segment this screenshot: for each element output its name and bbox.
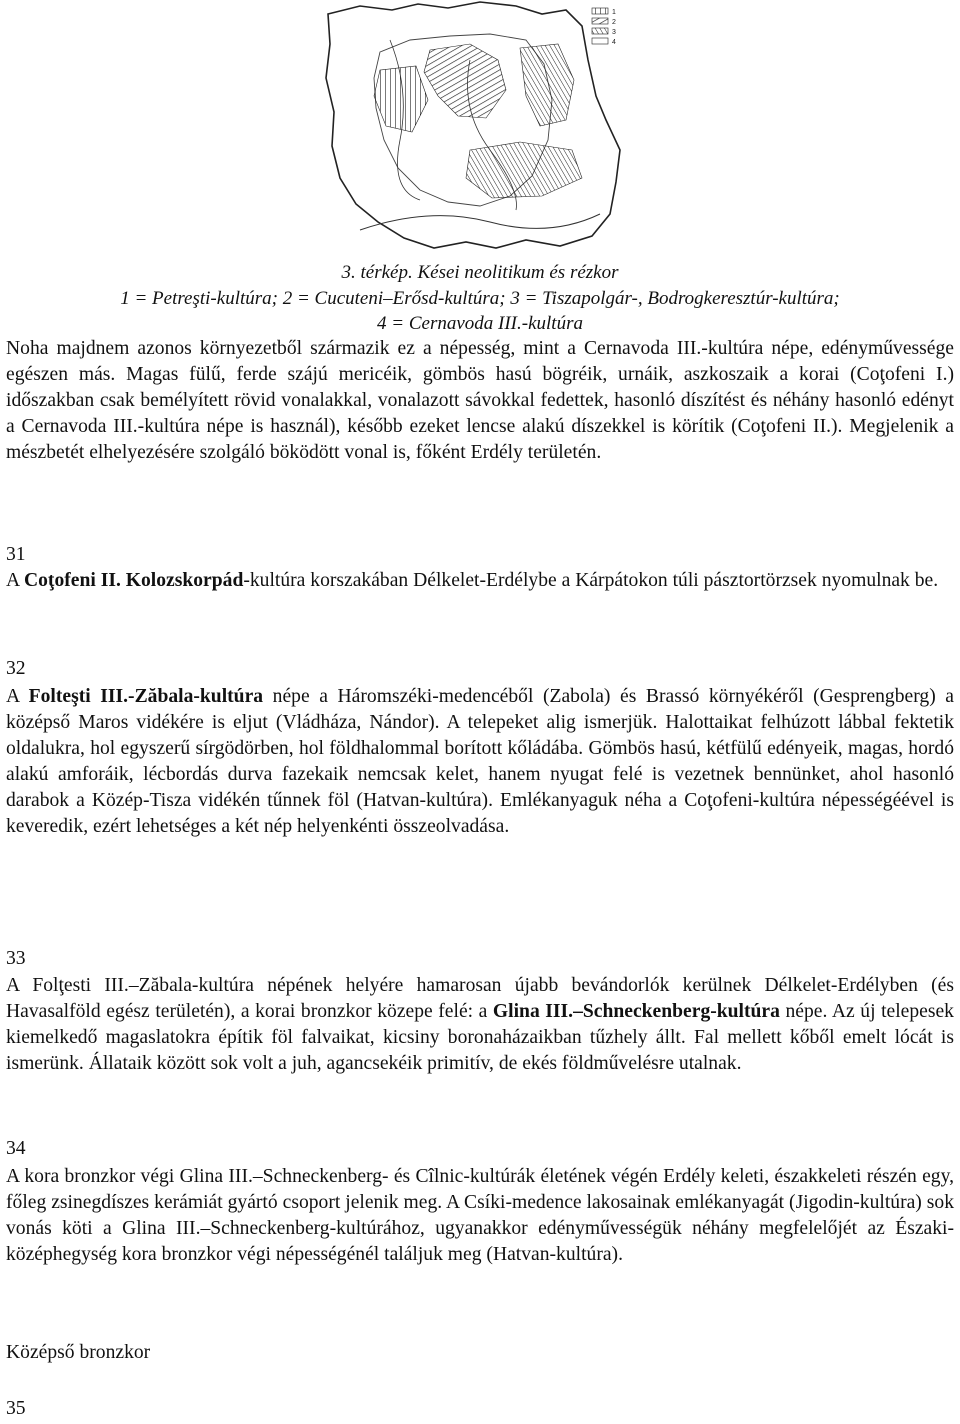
map-caption-title: 3. térkép. Kései neolitikum és rézkor	[341, 262, 619, 283]
section-number-34: 34	[6, 1138, 26, 1159]
section-heading: Középső bronzkor	[6, 1342, 151, 1363]
section-number-35: 35	[6, 1398, 26, 1419]
paragraph-cotofeni: Noha majdnem azonos környezetből származik ez a népesség, mint a Cernavoda III.-kultúra népe, edényművessége egészen más. Magas fülű, ferde szájú mericéik, gömbös hasú bögréik, urnáik, aszkoszaik a korai (Coţofeni I.) időszakban csak bemélyített rövid vonalakkal, vonalazott sávokkal fedettek, hasonló díszítést és néhány hasonló edényt a Cernavoda III.-kultúra népe is használ), később ezeket lencse alakú díszekkel is körítik (Coţofeni II.). Megjelenik a mészbetét elhelyezésére szolgáló böködött vonal is, főként Erdély területén.	[6, 338, 954, 463]
paragraph-31: A Coţofeni II. Kolozskorpád-kultúra korszakában Délkelet-Erdélybe a Kárpátokon túli pásztortörzsek nyomulnak be.	[6, 570, 939, 591]
legend-label-3: 3	[612, 29, 616, 36]
legend-label-4: 4	[612, 39, 616, 46]
map-caption-legend-cont: 4 = Cernavoda III.-kultúra	[377, 313, 583, 334]
section-number-31: 31	[6, 544, 26, 565]
section-number-33: 33	[6, 948, 26, 969]
paragraph-33: A Folţesti III.–Zăbala-kultúra népének helyére hamarosan újabb bevándorlók kerülnek Délkelet-Erdélyben (és Havasalföld egész területén), a korai bronzkor közepe felé: a Glina III.–Schneckenberg-kultúra népe. Az új telepesek kiemelkedő magaslatokra építik föl falvaikat, kicsiny boronaházaikban tűzhely állt. Fal mellett kőből emelt lócát is ismerünk. Állataik között sok volt a juh, agancsekéik primitív, de ekés földművelésre utalnak.	[6, 975, 954, 1074]
legend-label-2: 2	[612, 19, 616, 26]
historical-map	[320, 0, 640, 256]
map-figure	[320, 0, 640, 256]
paragraph-32: A Folteşti III.-Zăbala-kultúra népe a Háromszéki-medencéből (Zabola) és Brassó környékéről (Gesprengberg) a középső Maros vidékére is eljut (Vládháza, Nándor). A telepeket alig ismerjük. Halottaikat felhúzott lábbal fektetik oldalukra, hol egyszerű sírgödörben, hol földhalommal borított kőládába. Gömbös hasú, kétfülű edényeik, magas, hordó alakú amforáik, lécbordás durva fazekaik nemcsak kelet, hanem nyugat felé is vezetnek bennünket, ahol hasonló darabok a Közép-Tisza vidékén tűnnek föl (Hatvan-kultúra). Emlékanyaguk néha a Coţofeni-kultúra népességéével is keveredik, ezért lehetséges a két nép helyenkénti összeolvadása.	[6, 686, 955, 837]
section-number-32: 32	[6, 658, 26, 679]
paragraph-34: A kora bronzkor végi Glina III.–Schneckenberg- és Cîlnic-kultúrák életének végén Erdély keleti, északkeleti részén egy, főleg zsinegdíszes kerámiát gyártó csoport jelenik meg. A Csíki-medence lakosainak emlékanyagát (Jigodin-kultúra) sok vonás köti a Glina III.–Schneckenberg-kultúrához, ugyanakkor edényművességük néhány megfelelőjét az Északi-középhegység kora bronzkor végi népességénél találjuk meg (Hatvan-kultúra).	[6, 1166, 954, 1265]
legend-label-1: 1	[612, 9, 616, 16]
map-caption-legend: 1 = Petreşti-kultúra; 2 = Cucuteni–Erősd-kultúra; 3 = Tiszapolgár-, Bodrogkeresztúr-kultúra;	[120, 288, 840, 309]
